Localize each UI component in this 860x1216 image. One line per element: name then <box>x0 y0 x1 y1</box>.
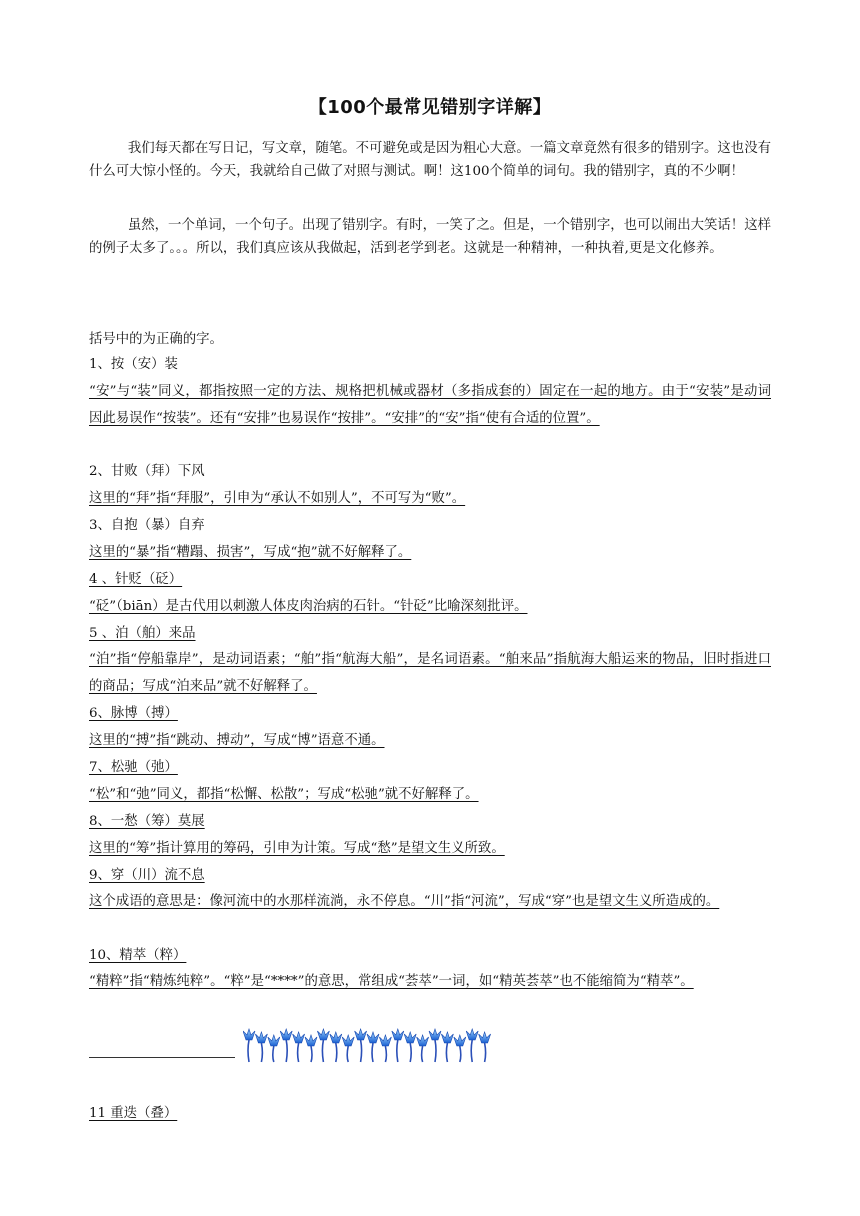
flower-bloom <box>243 1029 255 1040</box>
flower-bloom <box>429 1029 441 1040</box>
flower-stem <box>435 1040 436 1062</box>
flower-bloom <box>268 1035 280 1046</box>
entry-heading: 1、按（安）装 <box>89 357 178 372</box>
flower-stem <box>410 1043 411 1062</box>
flower-bloom <box>379 1035 391 1046</box>
flower-bloom <box>479 1032 491 1043</box>
flower-stem <box>422 1046 423 1062</box>
entry-explanation: 这里的“筹”指计算用的筹码，引申为计策。写成“愁”是望文生义所致。 <box>89 841 505 856</box>
flower-stem <box>347 1046 348 1062</box>
entry-explanation: 这个成语的意思是：像河流中的水那样流淌，永不停息。“川”指“河流”，写成“穿”也是望文生义所造成的。 <box>89 894 720 909</box>
entry-heading: 6、脉博（搏） <box>89 706 178 721</box>
flower-bloom <box>342 1035 354 1046</box>
flower-bloom <box>255 1032 267 1043</box>
flower-stem <box>372 1043 373 1062</box>
flower-stem <box>336 1043 337 1062</box>
entry-heading: 10、精萃（粹） <box>89 948 187 963</box>
entry-explanation: “泊”指“停船靠岸”，是动词语素；“舶”指“航海大船”，是名词语素。“舶来品”指航海大船运来的物品，旧时指进口的商品；写成“泊来品”就不好解释了。 <box>89 652 771 694</box>
entry-explanation: 这里的“暴”指“糟蹋、损害”，写成“抱”就不好解释了。 <box>89 545 412 560</box>
flower-bloom <box>466 1029 478 1040</box>
entry-explanation: “砭”（biān）是古代用以刺激人体皮肉治病的石针。“针砭”比喻深刻批评。 <box>89 599 528 614</box>
flower-bloom <box>305 1035 317 1046</box>
flower-stem <box>261 1043 262 1062</box>
flower-bloom <box>441 1032 453 1043</box>
flower-stem <box>385 1046 386 1062</box>
flower-bloom <box>330 1032 342 1043</box>
blue-flowers-clipart <box>243 1026 495 1064</box>
separator-line <box>89 1057 235 1058</box>
entry-heading: 3、自抱（暴）自弃 <box>89 518 205 533</box>
entry-explanation: “安”与“装”同义，都指按照一定的方法、规格把机械或器材（多指成套的）固定在一起的地方。由于“安装”是动词因此易误作“按装”。还有“安排”也易误作“按排”。“安排”的“安”指“使有合适的位置”。 <box>89 384 771 426</box>
intro-paragraph-1: 我们每天都在写日记，写文章，随笔。不可避免或是因为粗心大意。一篇文章竟然有很多的错别字。这也没有什么可大惊小怪的。今天，我就给自己做了对照与测试。啊！这100个简单的词句。我的错别字，真的不少啊！ <box>89 141 771 179</box>
flower-stem <box>471 1040 472 1062</box>
note-text: 括号中的为正确的字。 <box>89 332 223 347</box>
flower-stem <box>397 1040 398 1062</box>
flower-stem <box>322 1040 323 1062</box>
flower-bloom <box>417 1035 429 1046</box>
flower-stem <box>248 1040 249 1062</box>
flower-stem <box>460 1046 461 1062</box>
flower-stem <box>446 1043 447 1062</box>
flower-bloom <box>317 1029 329 1040</box>
flower-bloom <box>367 1032 379 1043</box>
flower-bloom <box>293 1032 305 1043</box>
flower-stem <box>286 1040 287 1062</box>
flower-stem <box>361 1040 362 1062</box>
entry-explanation: 这里的“搏”指“跳动、搏动”，写成“博”语意不通。 <box>89 733 385 748</box>
flower-stem <box>298 1043 299 1062</box>
flower-stem <box>485 1043 486 1062</box>
entry-heading: 4 、针贬（砭） <box>89 572 183 587</box>
page-title: 【100个最常见错别字详解】 <box>308 97 552 118</box>
entry-heading: 9、穿（川）流不息 <box>89 868 205 883</box>
entry-heading: 5 、泊（舶）来品 <box>89 626 196 641</box>
entry-heading: 11 重迭（叠） <box>89 1106 178 1121</box>
entry-explanation: “松”和“弛”同义，都指“松懈、松散”；写成“松驰”就不好解释了。 <box>89 787 479 802</box>
flower-bloom <box>454 1035 466 1046</box>
flower-bloom <box>280 1029 292 1040</box>
flower-bloom <box>404 1032 416 1043</box>
flower-bloom <box>355 1029 367 1040</box>
entry-heading: 8、一愁（筹）莫展 <box>89 814 205 829</box>
entry-heading: 7、松驰（弛） <box>89 760 178 775</box>
flower-bloom <box>392 1029 404 1040</box>
entry-heading: 2、甘败（拜）下风 <box>89 464 205 479</box>
entry-explanation: “精粹”指“精炼纯粹”。“粹”是“****”的意思，常组成“荟萃”一词，如“精英荟萃”也不能缩简为“精萃”。 <box>89 974 694 989</box>
entry-explanation: 这里的“拜”指“拜服”，引申为“承认不如别人”，不可写为“败”。 <box>89 491 466 506</box>
flower-stem <box>311 1046 312 1062</box>
flower-stem <box>273 1046 274 1062</box>
intro-paragraph-2: 虽然，一个单词，一个句子。出现了错别字。有时，一笑了之。但是，一个错别字，也可以闹出大笑话！这样的例子太多了。。。所以，我们真应该从我做起，活到老学到老。这就是一种精神，一种执着,更是文化修养。 <box>89 218 771 256</box>
